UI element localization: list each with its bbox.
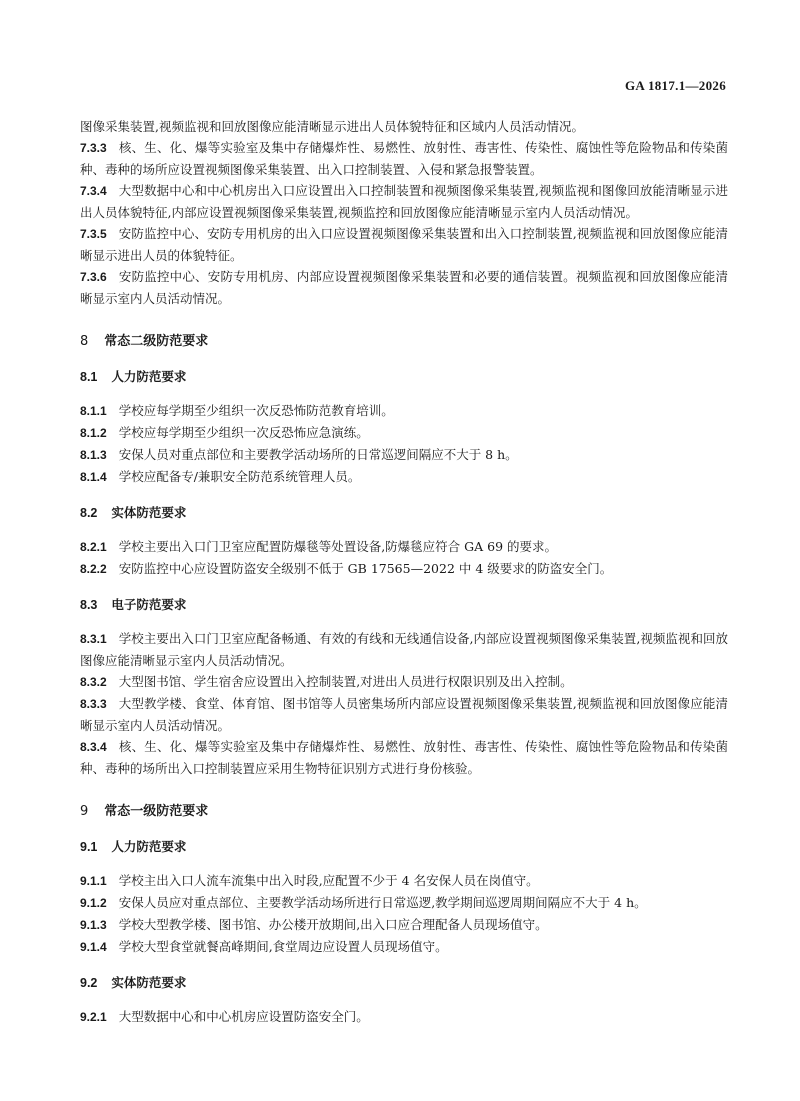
clause-text: 安保人员应对重点部位、主要教学活动场所进行日常巡逻,教学期间巡逻周期间隔应不大于 4 h。 (118, 895, 647, 910)
clause-paragraph (80, 892, 728, 914)
clause-text: 学校主要出入口门卫室应配备畅通、有效的有线和无线通信设备,内部应设置视频图像采集装置,视频监视和回放图像应能清晰显示室内人员活动情况。 (80, 631, 728, 668)
clause-paragraph (80, 116, 728, 137)
clause-number: 8 (80, 334, 89, 349)
subsection-heading (80, 836, 728, 858)
clause-text: 核、生、化、爆等实验室及集中存储爆炸性、易燃性、放射性、毒害性、传染性、腐蚀性等危险物品和传染菌种、毒种的场所应设置视频图像采集装置、出入口控制装置、入侵和紧急报警装置。 (80, 140, 728, 177)
subsection-heading (80, 594, 728, 616)
clause-text: 安保人员对重点部位和主要教学活动场所的日常巡逻间隔应不大于 8 h。 (118, 447, 518, 462)
clause-paragraph (80, 936, 728, 958)
clause-paragraph (80, 180, 728, 223)
clause-text: 学校大型教学楼、图书馆、办公楼开放期间,出入口应合理配备人员现场值守。 (118, 917, 548, 932)
clause-paragraph (80, 671, 728, 693)
clause-paragraph (80, 914, 728, 936)
clause-text: 常态二级防范要求 (104, 334, 209, 349)
clause-text: 学校大型食堂就餐高峰期间,食堂周边应设置人员现场值守。 (118, 939, 448, 954)
clause-text: 学校主要出入口门卫室应配置防爆毯等处置设备,防爆毯应符合 GA 69 的要求。 (118, 539, 558, 554)
document-header-id: GA 1817.1—2026 (625, 78, 726, 93)
clause-paragraph (80, 558, 728, 580)
clause-number: 7.3.3 (80, 141, 107, 155)
clause-paragraph (80, 466, 728, 488)
clause-paragraph (80, 736, 728, 779)
subsection-heading (80, 502, 728, 524)
clause-paragraph (80, 266, 728, 309)
clause-text: 大型图书馆、学生宿舍应设置出入控制装置,对进出人员进行权限识别及出入控制。 (118, 674, 573, 689)
section-heading (80, 801, 728, 822)
clause-number: 9.2 (80, 976, 98, 990)
clause-text: 大型数据中心和中心机房应设置防盗安全门。 (118, 1009, 369, 1024)
clause-text: 大型数据中心和中心机房出入口应设置出入口控制装置和视频图像采集装置,视频监视和图像回放能清晰显示进出人员体貌特征,内部应设置视频图像采集装置,视频监控和回放图像应能清晰显示室内人员活动情况。 (80, 183, 728, 220)
clause-number: 7.3.6 (80, 270, 107, 284)
subsection-heading (80, 972, 728, 994)
clause-text: 人力防范要求 (111, 839, 187, 854)
clause-number: 8.2.2 (80, 562, 107, 576)
clause-text: 核、生、化、爆等实验室及集中存储爆炸性、易燃性、放射性、毒害性、传染性、腐蚀性等危险物品和传染菌种、毒种的场所出入口控制装置应采用生物特征识别方式进行身份核验。 (80, 739, 728, 776)
subsection-heading (80, 366, 728, 388)
section-heading (80, 331, 728, 352)
clause-text: 安防监控中心应设置防盗安全级别不低于 GB 17565—2022 中 4 级要求的防盗安全门。 (118, 561, 613, 576)
clause-text: 电子防范要求 (111, 597, 187, 612)
clause-number: 9.1.2 (80, 896, 107, 910)
clause-paragraph (80, 444, 728, 466)
clause-number: 8.3.2 (80, 675, 107, 689)
clause-number: 8.3.3 (80, 697, 107, 711)
clause-paragraph (80, 628, 728, 671)
clause-number: 9 (80, 804, 89, 819)
clause-number: 7.3.5 (80, 227, 107, 241)
document-body (80, 116, 728, 1028)
clause-text: 实体防范要求 (111, 975, 187, 990)
clause-paragraph (80, 223, 728, 266)
clause-paragraph (80, 693, 728, 736)
clause-text: 学校主出入口人流车流集中出入时段,应配置不少于 4 名安保人员在岗值守。 (118, 873, 539, 888)
clause-paragraph (80, 1006, 728, 1028)
clause-text: 学校应每学期至少组织一次反恐怖应急演练。 (118, 425, 369, 440)
clause-number: 9.2.1 (80, 1010, 107, 1024)
clause-number: 7.3.4 (80, 184, 107, 198)
clause-number: 9.1 (80, 840, 98, 854)
clause-paragraph (80, 137, 728, 180)
clause-number: 8.3 (80, 598, 98, 612)
clause-text: 实体防范要求 (111, 505, 187, 520)
clause-number: 9.1.1 (80, 874, 107, 888)
clause-paragraph (80, 400, 728, 422)
clause-text: 安防监控中心、安防专用机房的出入口应设置视频图像采集装置和出入口控制装置,视频监视和回放图像应能清晰显示进出人员的体貌特征。 (80, 226, 728, 263)
clause-number: 8.2 (80, 506, 98, 520)
clause-text: 人力防范要求 (111, 369, 187, 384)
clause-paragraph (80, 536, 728, 558)
clause-number: 8.1 (80, 370, 98, 384)
clause-number: 8.3.4 (80, 740, 107, 754)
clause-text: 学校应配备专/兼职安全防范系统管理人员。 (118, 469, 361, 484)
clause-text: 安防监控中心、安防专用机房、内部应设置视频图像采集装置和必要的通信装置。视频监视和回放图像应能清晰显示室内人员活动情况。 (80, 269, 728, 306)
clause-number: 8.1.2 (80, 426, 107, 440)
clause-text: 学校应每学期至少组织一次反恐怖防范教育培训。 (118, 403, 394, 418)
clause-number: 8.1.3 (80, 448, 107, 462)
clause-paragraph (80, 422, 728, 444)
clause-number: 8.1.4 (80, 470, 107, 484)
clause-paragraph (80, 870, 728, 892)
clause-text: 大型教学楼、食堂、体育馆、图书馆等人员密集场所内部应设置视频图像采集装置,视频监视和回放图像应能清晰显示室内人员活动情况。 (80, 696, 728, 733)
clause-text: 图像采集装置,视频监视和回放图像应能清晰显示进出人员体貌特征和区域内人员活动情况。 (80, 119, 584, 134)
clause-number: 9.1.3 (80, 918, 107, 932)
clause-number: 9.1.4 (80, 940, 107, 954)
clause-text: 常态一级防范要求 (104, 804, 209, 819)
clause-number: 8.1.1 (80, 404, 107, 418)
clause-number: 8.2.1 (80, 540, 107, 554)
clause-number: 8.3.1 (80, 632, 107, 646)
